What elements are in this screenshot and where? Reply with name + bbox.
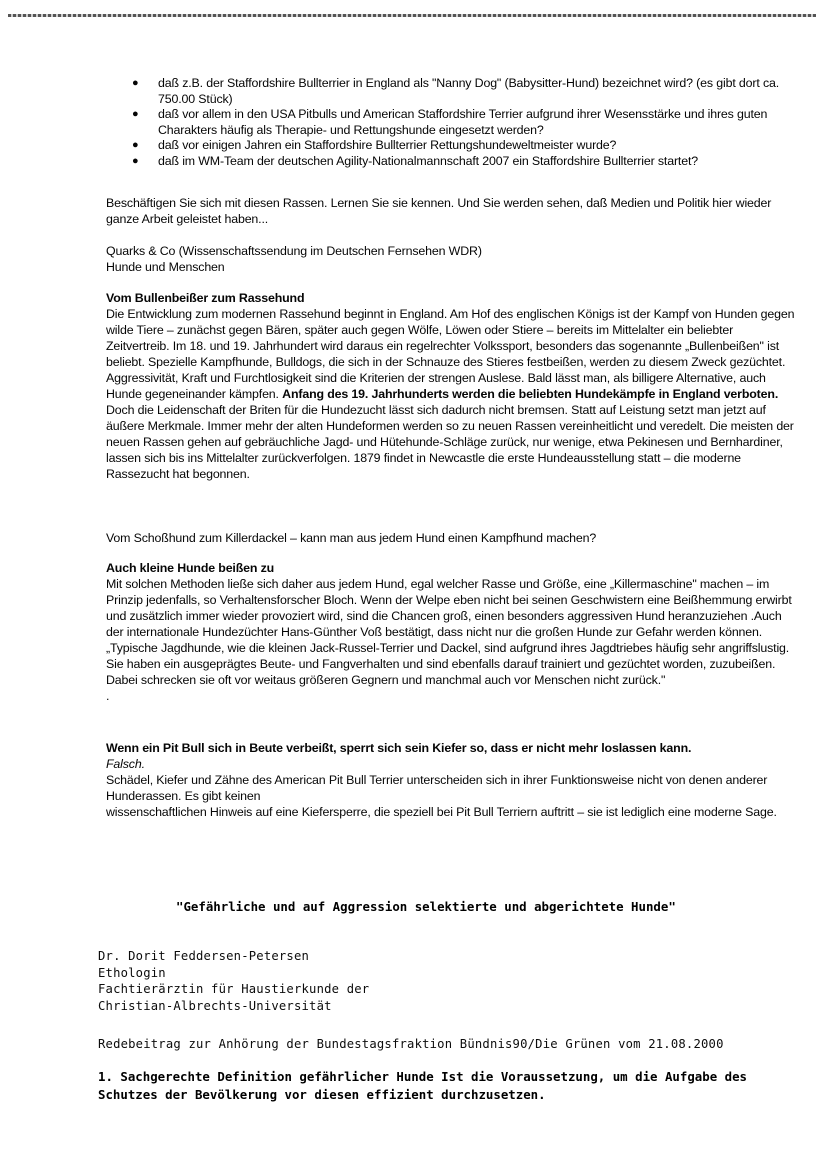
bullet-text: daß vor allem in den USA Pitbulls und American Staffordshire Terrier aufgrund ihrer Wesensstärke und ihres guten Charakters häufig als Therapie- und Rettungshunde eingesetzt werden? [158, 107, 768, 137]
speech-line: Redebeitrag zur Anhörung der Bundestagsfraktion Bündnis90/Die Grünen vom 21.08.2000 [98, 1037, 724, 1051]
section-paragraph: Mit solchen Methoden ließe sich daher aus jedem Hund, egal welcher Rasse und Größe, eine „Killermaschine" machen – im Prinzip jedenfalls, so Verhaltensforscher Bloch. Wenn der Welpe eben nicht bei seinen Geschwistern eine Beißhemmung erwirbt und zusätzlich immer wieder provoziert wird, sind die Chancen groß, einen besonders aggressiven Hund heranzuziehen .Auch der internationale Hundezüchter Hans-Günther Voß bestätigt, dass nicht nur die großen Hunde zur Gefahr werden können. „Typische Jagdhunde, wie die kleinen Jack-Russel-Terrier und Dackel, sind aufgrund ihres Jagdtriebes häufig sehr angriffslustig. Sie haben ein ausgeprägtes Beute- und Fangverhalten und sind ebenfalls darauf trainiert und gezüchtet worden, zuzubeißen. Dabei schrecken sie oft vor weitaus größeren Gegnern und manchmal auch vor Menschen nicht zurück." [106, 577, 792, 687]
section-kleine-hunde [106, 560, 796, 704]
bullet-text: daß z.B. der Staffordshire Bullterrier in England als "Nanny Dog" (Babysitter-Hund) bezeichnet wird? (es gibt dort ca. 750.00 Stück) [158, 76, 780, 106]
section-heading: Vom Bullenbeißer zum Rassehund [106, 291, 305, 305]
list-item [118, 107, 808, 138]
section-pit-bull [106, 740, 796, 820]
author-block [98, 948, 598, 1014]
section-paragraph: Schädel, Kiefer und Zähne des American Pit Bull Terrier unterscheiden sich in ihrer Funktionsweise nicht von denen anderer Hunderassen. Es gibt keinen [106, 773, 768, 803]
bullet-icon: ● [132, 139, 139, 152]
list-item [118, 154, 808, 170]
author-role: Ethologin [98, 965, 166, 980]
section-paragraph-end: Doch die Leidenschaft der Briten für die Hundezucht lässt sich dadurch nicht bremsen. Statt auf Leistung setzt man jetzt auf äußere Merkmale. Immer mehr der alten Hundeformen werden so zu neuen Rassen vereinheitlicht und veredelt. Die meisten der neuen Rassen gehen auf gebräuchliche Jagd- und Hütehunde-Schläge zurück, nur wenige, etwa Pekinesen und Bernhardiner, lassen sich bis ins Mittelalter zurückverfolgen. 1879 findet in Newcastle die erste Hundeausstellung statt – die moderne Rassezucht hat begonnen. [106, 403, 794, 481]
list-item [118, 138, 808, 154]
section-paragraph-bold: Anfang des 19. Jahrhunderts werden die beliebten Hundekämpfe in England verboten. [282, 387, 779, 401]
section-paragraph-continued: wissenschaftlichen Hinweis auf eine Kiefersperre, die speziell bei Pit Bull Terriern auftritt – sie ist lediglich eine moderne Sage. [106, 805, 777, 819]
bullet-icon: ● [132, 108, 139, 121]
section-paragraph: Die Entwicklung zum modernen Rassehund beginnt in England. Am Hof des englischen Königs ist der Kampf von Hunden gegen wilde Tiere – zunächst gegen Bären, später auch gegen Wölfe, Löwen oder Stiere – bereits im Mittelalter ein beliebter Zeitvertreib. Im 18. und 19. Jahrhundert wird daraus ein regelrechter Volkssport, besonders das sogenannte „Bullenbeißen" ist beliebt. Spezielle Kampfhunde, Bulldogs, die sich in der Schnauze des Stieres festbeißen, werden zu diesem Zweck gezüchtet. [106, 307, 795, 369]
section-heading: Wenn ein Pit Bull sich in Beute verbeißt, sperrt sich sein Kiefer so, dass er nicht mehr loslassen kann. [106, 741, 692, 755]
author-university: Christian-Albrechts-Universität [98, 998, 332, 1013]
bullet-icon: ● [132, 77, 139, 89]
bullet-icon: ● [132, 154, 139, 167]
quote-title: "Gefährliche und auf Aggression selektierte und abgerichtete Hunde" [176, 899, 676, 914]
section-heading: Auch kleine Hunde beißen zu [106, 561, 275, 575]
source-block [106, 243, 796, 275]
author-name: Dr. Dorit Feddersen-Petersen [98, 949, 310, 963]
section-paragraph-start: Aggressivität, Kraft und Furchtlosigkeit sind die Kriterien der strengen Auslese. Bald lässt man, als billigere Alternative, auch Hunde gegeneinander kämpfen. [106, 371, 766, 401]
bullet-text: daß im WM-Team der deutschen Agility-Nationalmannschaft 2007 ein Staffordshire Bullterrier startet? [158, 153, 698, 168]
bullet-text: daß vor einigen Jahren ein Staffordshire Bullterrier Rettungshundeweltmeister wurde? [158, 138, 617, 153]
question-line: Vom Schoßhund zum Killerdackel – kann man aus jedem Hund einen Kampfhund machen? [106, 531, 597, 545]
final-heading: 1. Sachgerechte Definition gefährlicher Hunde Ist die Voraussetzung, um die Aufgabe des Schutzes der Bevölkerung vor diesen effizient durchzusetzen. [98, 1069, 748, 1102]
fact-bullet-list [118, 76, 808, 170]
list-item [118, 76, 808, 107]
source-subline: Hunde und Menschen [106, 260, 225, 274]
verdict-text: Falsch. [106, 757, 145, 771]
author-position: Fachtierärztin für Haustierkunde der [98, 982, 370, 996]
intro-paragraph: Beschäftigen Sie sich mit diesen Rassen. Lernen Sie sie kennen. Und Sie werden sehen, daß Medien und Politik hier wieder ganze Arbeit geleistet haben... [106, 196, 772, 226]
source-line: Quarks & Co (Wissenschaftssendung im Deutschen Fernsehen WDR) [106, 244, 482, 258]
section-bullenbeisser [106, 290, 796, 482]
stray-mark: . [106, 689, 110, 703]
